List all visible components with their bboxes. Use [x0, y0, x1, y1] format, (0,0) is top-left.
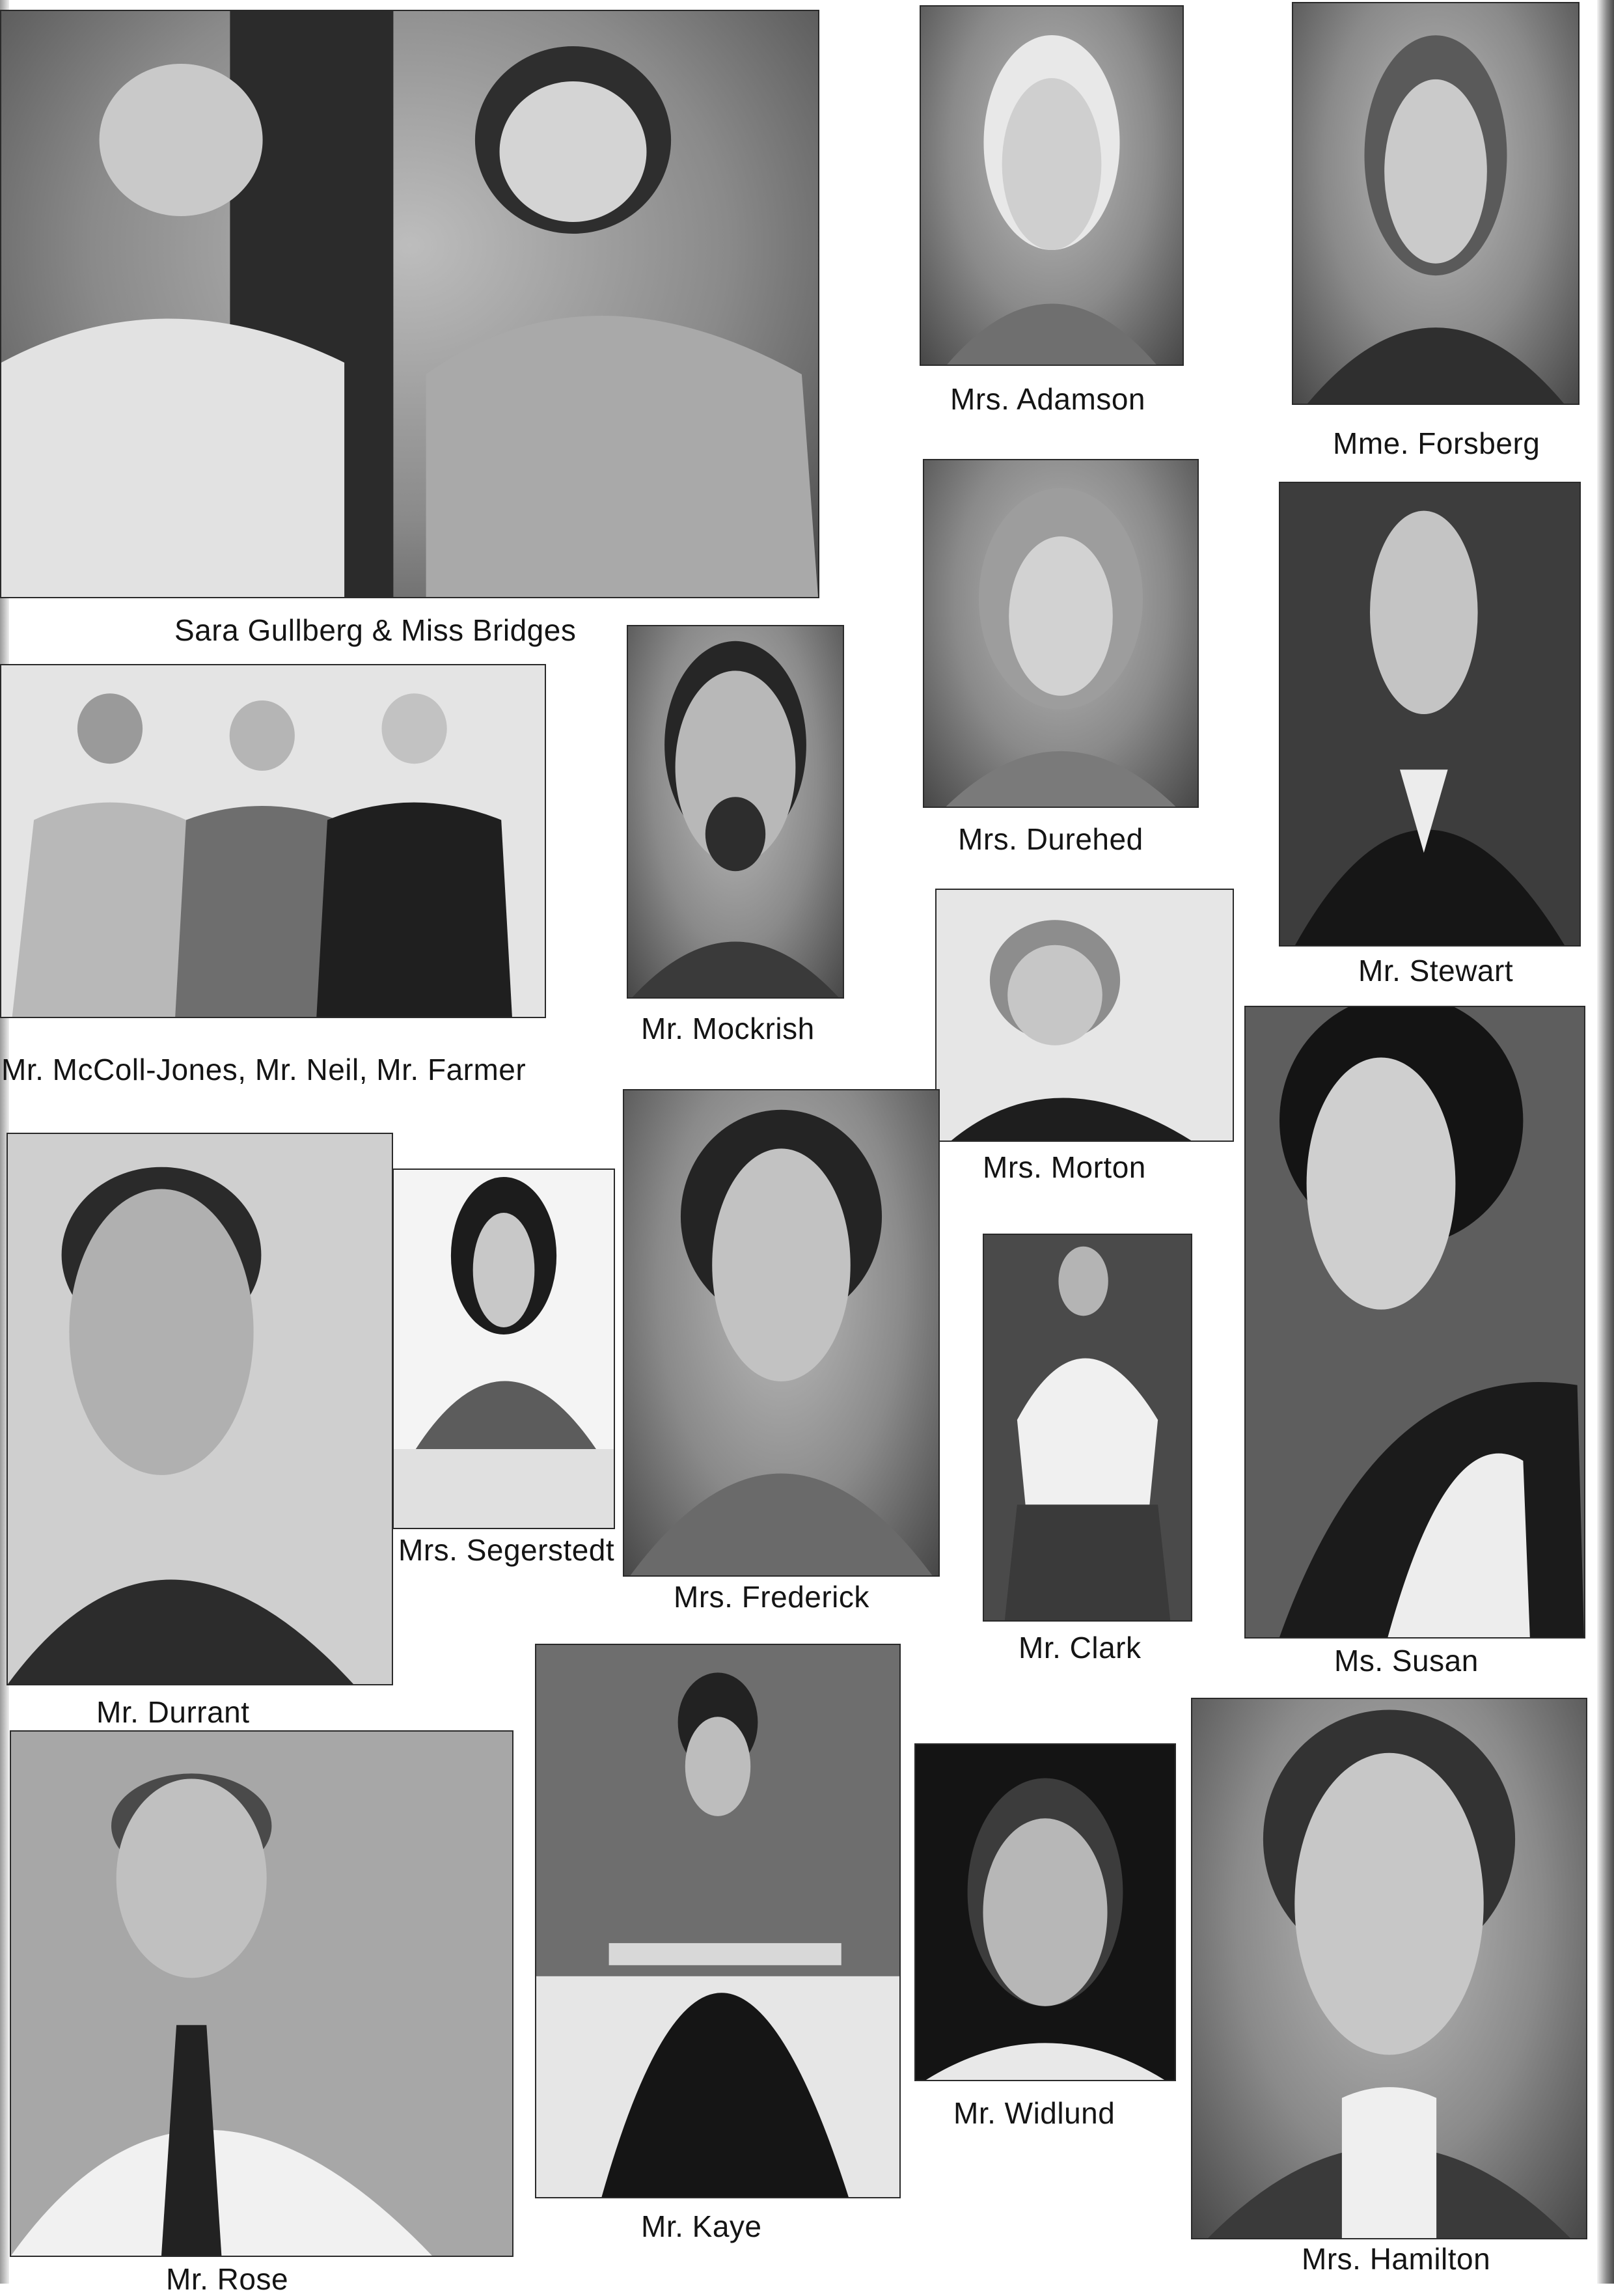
caption-forsberg: Mme. Forsberg	[1333, 426, 1540, 460]
photo-frederick	[623, 1089, 940, 1577]
photo-kaye	[535, 1644, 901, 2198]
caption-mccoll-neil-farmer: Mr. McColl-Jones, Mr. Neil, Mr. Farmer	[1, 1053, 527, 1086]
photo-mccoll-neil-farmer	[0, 664, 546, 1018]
caption-clark: Mr. Clark	[1019, 1631, 1142, 1665]
caption-rose: Mr. Rose	[166, 2262, 289, 2296]
photo-gullberg-bridges	[0, 10, 819, 598]
caption-gullberg-bridges: Sara Gullberg & Miss Bridges	[174, 613, 577, 647]
photo-durrant	[7, 1133, 393, 1685]
caption-stewart: Mr. Stewart	[1358, 954, 1514, 988]
caption-susan: Ms. Susan	[1334, 1644, 1479, 1678]
photo-adamson	[920, 5, 1184, 366]
photo-forsberg	[1292, 2, 1580, 405]
caption-adamson: Mrs. Adamson	[950, 382, 1145, 416]
photo-durehed	[923, 459, 1199, 808]
caption-durehed: Mrs. Durehed	[958, 822, 1143, 856]
caption-durrant: Mr. Durrant	[96, 1695, 250, 1729]
caption-hamilton: Mrs. Hamilton	[1302, 2242, 1491, 2276]
photo-rose	[10, 1730, 513, 2257]
caption-frederick: Mrs. Frederick	[674, 1580, 869, 1614]
caption-morton: Mrs. Morton	[983, 1150, 1146, 1184]
photo-susan	[1244, 1006, 1585, 1639]
photo-morton	[935, 889, 1234, 1142]
caption-kaye: Mr. Kaye	[641, 2209, 762, 2243]
photo-widlund	[914, 1743, 1176, 2081]
photo-hamilton	[1191, 1698, 1587, 2239]
caption-widlund: Mr. Widlund	[953, 2096, 1115, 2130]
photo-segerstedt	[392, 1169, 615, 1529]
page-edge-shadow-right	[1597, 0, 1614, 2284]
photo-stewart	[1279, 482, 1581, 947]
photo-clark	[983, 1234, 1192, 1622]
caption-segerstedt: Mrs. Segerstedt	[398, 1533, 615, 1567]
photo-mockrish	[627, 625, 844, 999]
caption-mockrish: Mr. Mockrish	[641, 1012, 815, 1045]
